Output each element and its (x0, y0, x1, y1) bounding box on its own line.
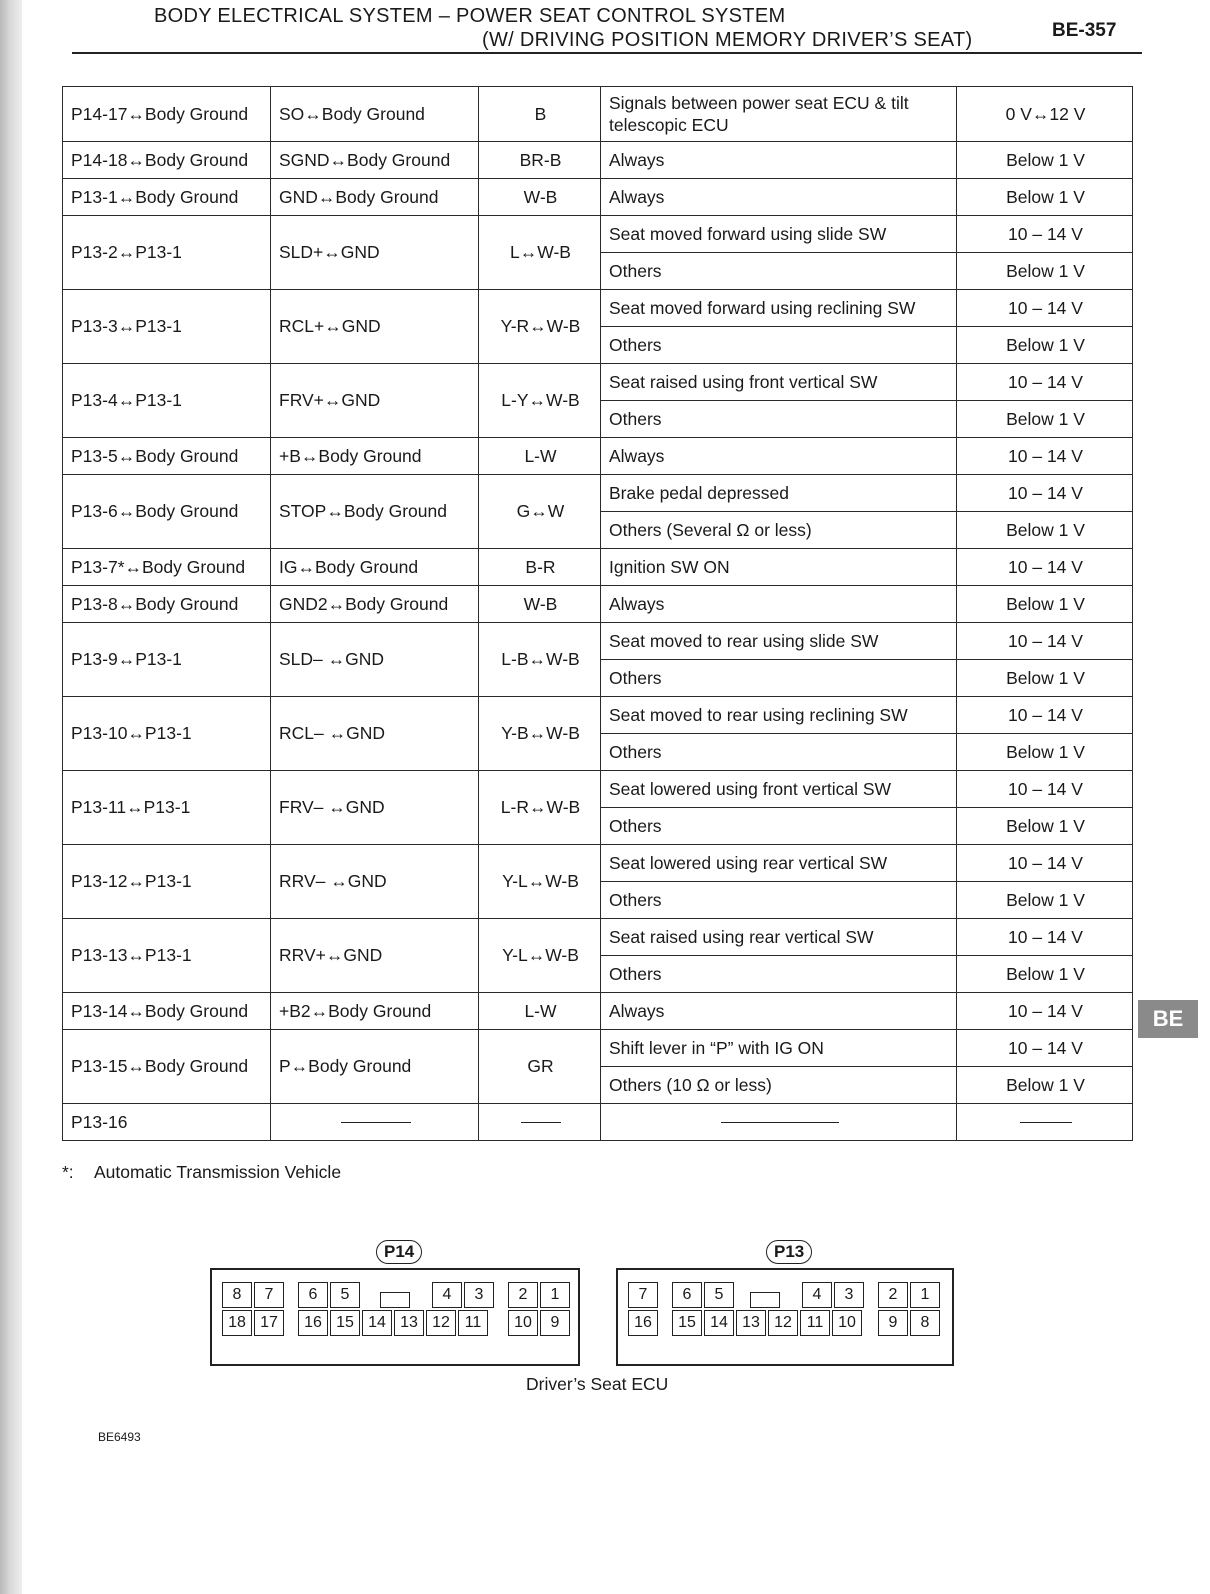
cell-terminal: P13-6↔Body Ground (63, 475, 271, 549)
pin-p14-top_pins: 2 (508, 1282, 538, 1308)
cell-condition: Seat raised using front vertical SW (601, 364, 957, 401)
cell-symbol: SGND↔Body Ground (271, 142, 479, 179)
cell-condition: Others (10 Ω or less) (601, 1067, 957, 1104)
table-row (63, 216, 1133, 253)
pin-p13-bottom_pins: 13 (736, 1310, 766, 1336)
cell-terminal: P13-12↔P13-1 (63, 845, 271, 919)
pin-p13-top_pins: 1 (910, 1282, 940, 1308)
cell-terminal: P13-4↔P13-1 (63, 364, 271, 438)
cell-condition: Always (601, 142, 957, 179)
cell-condition: Others (601, 808, 957, 845)
cell-terminal: P13-3↔P13-1 (63, 290, 271, 364)
table-row (63, 142, 1133, 179)
cell-specified-value: 10 – 14 V (957, 919, 1133, 956)
connector-p14-label: P14 (376, 1240, 422, 1264)
blank-dash (521, 1122, 561, 1123)
page-number: BE-357 (1052, 20, 1117, 41)
pin-p14-top_pins: 5 (330, 1282, 360, 1308)
cell-specified-value: Below 1 V (957, 660, 1133, 697)
cell-terminal: P13-5↔Body Ground (63, 438, 271, 475)
footnote-mark: *: (62, 1162, 74, 1182)
cell-symbol: IG↔Body Ground (271, 549, 479, 586)
cell-terminal: P13-11↔P13-1 (63, 771, 271, 845)
connector-p13 (616, 1240, 956, 1370)
pin-p13-bottom_pins: 11 (800, 1310, 830, 1336)
table-row (63, 845, 1133, 882)
pin-p13-top_pins: 4 (802, 1282, 832, 1308)
cell-condition: Seat lowered using front vertical SW (601, 771, 957, 808)
table-row (63, 475, 1133, 512)
footnote (62, 1162, 341, 1183)
pin-p14-bottom_pins: 17 (254, 1310, 284, 1336)
cell-condition: Others (601, 253, 957, 290)
cell-condition: Others (Several Ω or less) (601, 512, 957, 549)
pin-p13-top_pins: 3 (834, 1282, 864, 1308)
cell-condition: Others (601, 956, 957, 993)
pin-p14-bottom_pins: 11 (458, 1310, 488, 1336)
pin-p13-bottom_pins: 8 (910, 1310, 940, 1336)
cell-specified-value: 10 – 14 V (957, 845, 1133, 882)
cell-wire: L-R↔W-B (479, 771, 601, 845)
pin-p13-bottom_pins: 15 (672, 1310, 702, 1336)
cell-specified-value: Below 1 V (957, 734, 1133, 771)
terminal-spec-body (63, 87, 1133, 1141)
cell-specified-value: 10 – 14 V (957, 771, 1133, 808)
pin-p13-top_pins: 6 (672, 1282, 702, 1308)
table-row (63, 771, 1133, 808)
blank-dash (341, 1122, 411, 1123)
pin-p14-top_pins: 6 (298, 1282, 328, 1308)
pin-p13-top_pins: 7 (628, 1282, 658, 1308)
cell-wire: L-B↔W-B (479, 623, 601, 697)
cell-terminal: P13-15↔Body Ground (63, 1030, 271, 1104)
cell-terminal: P13-1↔Body Ground (63, 179, 271, 216)
table-row (63, 623, 1133, 660)
cell-symbol: +B2↔Body Ground (271, 993, 479, 1030)
cell-wire: B-R (479, 549, 601, 586)
blank-dash (1020, 1122, 1072, 1123)
cell-specified-value: 10 – 14 V (957, 993, 1133, 1030)
pin-p13-bottom_pins: 12 (768, 1310, 798, 1336)
page-binding-edge (0, 0, 22, 1594)
cell-condition (601, 1104, 957, 1141)
pin-p14-bottom_pins: 10 (508, 1310, 538, 1336)
cell-symbol: FRV– ↔GND (271, 771, 479, 845)
cell-condition: Others (601, 660, 957, 697)
table-row (63, 586, 1133, 623)
cell-specified-value: Below 1 V (957, 956, 1133, 993)
cell-wire: BR-B (479, 142, 601, 179)
cell-specified-value: Below 1 V (957, 882, 1133, 919)
blank-dash (721, 1122, 839, 1123)
cell-symbol: STOP↔Body Ground (271, 475, 479, 549)
cell-condition: Others (601, 401, 957, 438)
header-divider (72, 52, 1142, 54)
cell-terminal: P13-7*↔Body Ground (63, 549, 271, 586)
pin-p14-bottom_pins: 18 (222, 1310, 252, 1336)
connector-key (750, 1292, 780, 1308)
page-header (154, 4, 1034, 52)
cell-wire: Y-L↔W-B (479, 845, 601, 919)
cell-symbol (271, 1104, 479, 1141)
cell-condition: Others (601, 327, 957, 364)
cell-specified-value: 10 – 14 V (957, 216, 1133, 253)
cell-terminal: P14-18↔Body Ground (63, 142, 271, 179)
cell-wire: W-B (479, 586, 601, 623)
cell-symbol: RRV+↔GND (271, 919, 479, 993)
cell-wire: B (479, 87, 601, 142)
table-row (63, 290, 1133, 327)
cell-condition: Always (601, 438, 957, 475)
cell-wire: G↔W (479, 475, 601, 549)
cell-wire: L-W (479, 438, 601, 475)
cell-terminal: P13-9↔P13-1 (63, 623, 271, 697)
cell-wire: L↔W-B (479, 216, 601, 290)
cell-symbol: RCL– ↔GND (271, 697, 479, 771)
pin-p14-bottom_pins: 14 (362, 1310, 392, 1336)
pin-p14-bottom_pins: 13 (394, 1310, 424, 1336)
cell-condition: Always (601, 993, 957, 1030)
cell-wire (479, 1104, 601, 1141)
cell-specified-value: 10 – 14 V (957, 623, 1133, 660)
cell-condition: Others (601, 882, 957, 919)
cell-terminal: P14-17↔Body Ground (63, 87, 271, 142)
cell-wire: L-W (479, 993, 601, 1030)
cell-condition: Ignition SW ON (601, 549, 957, 586)
cell-condition: Seat raised using rear vertical SW (601, 919, 957, 956)
cell-terminal: P13-8↔Body Ground (63, 586, 271, 623)
cell-terminal: P13-16 (63, 1104, 271, 1141)
cell-symbol: RCL+↔GND (271, 290, 479, 364)
cell-terminal: P13-13↔P13-1 (63, 919, 271, 993)
connector-p14 (210, 1240, 580, 1370)
cell-specified-value: Below 1 V (957, 401, 1133, 438)
cell-condition: Signals between power seat ECU & tilt telescopic ECU (601, 87, 957, 142)
cell-symbol: P↔Body Ground (271, 1030, 479, 1104)
cell-condition: Brake pedal depressed (601, 475, 957, 512)
cell-condition: Others (601, 734, 957, 771)
table-row (63, 87, 1133, 142)
cell-specified-value: Below 1 V (957, 142, 1133, 179)
cell-specified-value: Below 1 V (957, 327, 1133, 364)
cell-specified-value: 10 – 14 V (957, 475, 1133, 512)
cell-symbol: GND2↔Body Ground (271, 586, 479, 623)
cell-specified-value (957, 1104, 1133, 1141)
header-title-line2: (W/ DRIVING POSITION MEMORY DRIVER’S SEAT) (482, 29, 973, 51)
cell-specified-value: Below 1 V (957, 179, 1133, 216)
cell-symbol: GND↔Body Ground (271, 179, 479, 216)
cell-specified-value: Below 1 V (957, 586, 1133, 623)
connector-key (380, 1292, 410, 1308)
table-row (63, 697, 1133, 734)
cell-specified-value: Below 1 V (957, 512, 1133, 549)
cell-specified-value: 10 – 14 V (957, 1030, 1133, 1067)
pin-p13-bottom_pins: 14 (704, 1310, 734, 1336)
pin-p14-bottom_pins: 12 (426, 1310, 456, 1336)
footnote-text: Automatic Transmission Vehicle (94, 1162, 342, 1182)
table-row (63, 179, 1133, 216)
pin-p13-top_pins: 5 (704, 1282, 734, 1308)
cell-symbol: SO↔Body Ground (271, 87, 479, 142)
cell-symbol: SLD– ↔GND (271, 623, 479, 697)
connector-caption: Driver’s Seat ECU (526, 1374, 669, 1394)
cell-symbol: +B↔Body Ground (271, 438, 479, 475)
pin-p14-bottom_pins: 15 (330, 1310, 360, 1336)
section-tab-be: BE (1138, 1000, 1198, 1038)
cell-specified-value: 10 – 14 V (957, 290, 1133, 327)
table-row (63, 919, 1133, 956)
cell-wire: GR (479, 1030, 601, 1104)
pin-p14-bottom_pins: 16 (298, 1310, 328, 1336)
cell-specified-value: 0 V↔12 V (957, 87, 1133, 142)
cell-specified-value: 10 – 14 V (957, 697, 1133, 734)
cell-condition: Seat moved to rear using slide SW (601, 623, 957, 660)
cell-condition: Seat moved forward using reclining SW (601, 290, 957, 327)
table-row (63, 438, 1133, 475)
pin-p13-bottom_pins: 16 (628, 1310, 658, 1336)
cell-condition: Always (601, 586, 957, 623)
cell-wire: Y-R↔W-B (479, 290, 601, 364)
pin-p13-bottom_pins: 9 (878, 1310, 908, 1336)
header-title-line1: BODY ELECTRICAL SYSTEM – POWER SEAT CONTROL SYSTEM (154, 5, 786, 27)
table-row (63, 993, 1133, 1030)
table-row (63, 549, 1133, 586)
cell-specified-value: Below 1 V (957, 1067, 1133, 1104)
cell-specified-value: 10 – 14 V (957, 438, 1133, 475)
table-row (63, 1104, 1133, 1141)
connector-p13-label: P13 (766, 1240, 812, 1264)
figure-id: BE6493 (98, 1430, 141, 1444)
cell-wire: L-Y↔W-B (479, 364, 601, 438)
pin-p14-top_pins: 4 (432, 1282, 462, 1308)
cell-symbol: SLD+↔GND (271, 216, 479, 290)
cell-terminal: P13-14↔Body Ground (63, 993, 271, 1030)
cell-specified-value: 10 – 14 V (957, 549, 1133, 586)
pin-p13-top_pins: 2 (878, 1282, 908, 1308)
pin-p13-bottom_pins: 10 (832, 1310, 862, 1336)
cell-wire: W-B (479, 179, 601, 216)
cell-condition: Always (601, 179, 957, 216)
terminal-spec-table (62, 86, 1133, 1141)
cell-condition: Shift lever in “P” with IG ON (601, 1030, 957, 1067)
cell-condition: Seat lowered using rear vertical SW (601, 845, 957, 882)
cell-wire: Y-B↔W-B (479, 697, 601, 771)
cell-condition: Seat moved forward using slide SW (601, 216, 957, 253)
table-row (63, 364, 1133, 401)
pin-p14-top_pins: 3 (464, 1282, 494, 1308)
table-row (63, 1030, 1133, 1067)
cell-symbol: FRV+↔GND (271, 364, 479, 438)
cell-specified-value: Below 1 V (957, 253, 1133, 290)
pin-p14-bottom_pins: 9 (540, 1310, 570, 1336)
cell-wire: Y-L↔W-B (479, 919, 601, 993)
cell-terminal: P13-10↔P13-1 (63, 697, 271, 771)
cell-condition: Seat moved to rear using reclining SW (601, 697, 957, 734)
cell-specified-value: Below 1 V (957, 808, 1133, 845)
pin-p14-top_pins: 8 (222, 1282, 252, 1308)
pin-p14-top_pins: 7 (254, 1282, 284, 1308)
pin-p14-top_pins: 1 (540, 1282, 570, 1308)
cell-terminal: P13-2↔P13-1 (63, 216, 271, 290)
cell-symbol: RRV– ↔GND (271, 845, 479, 919)
cell-specified-value: 10 – 14 V (957, 364, 1133, 401)
